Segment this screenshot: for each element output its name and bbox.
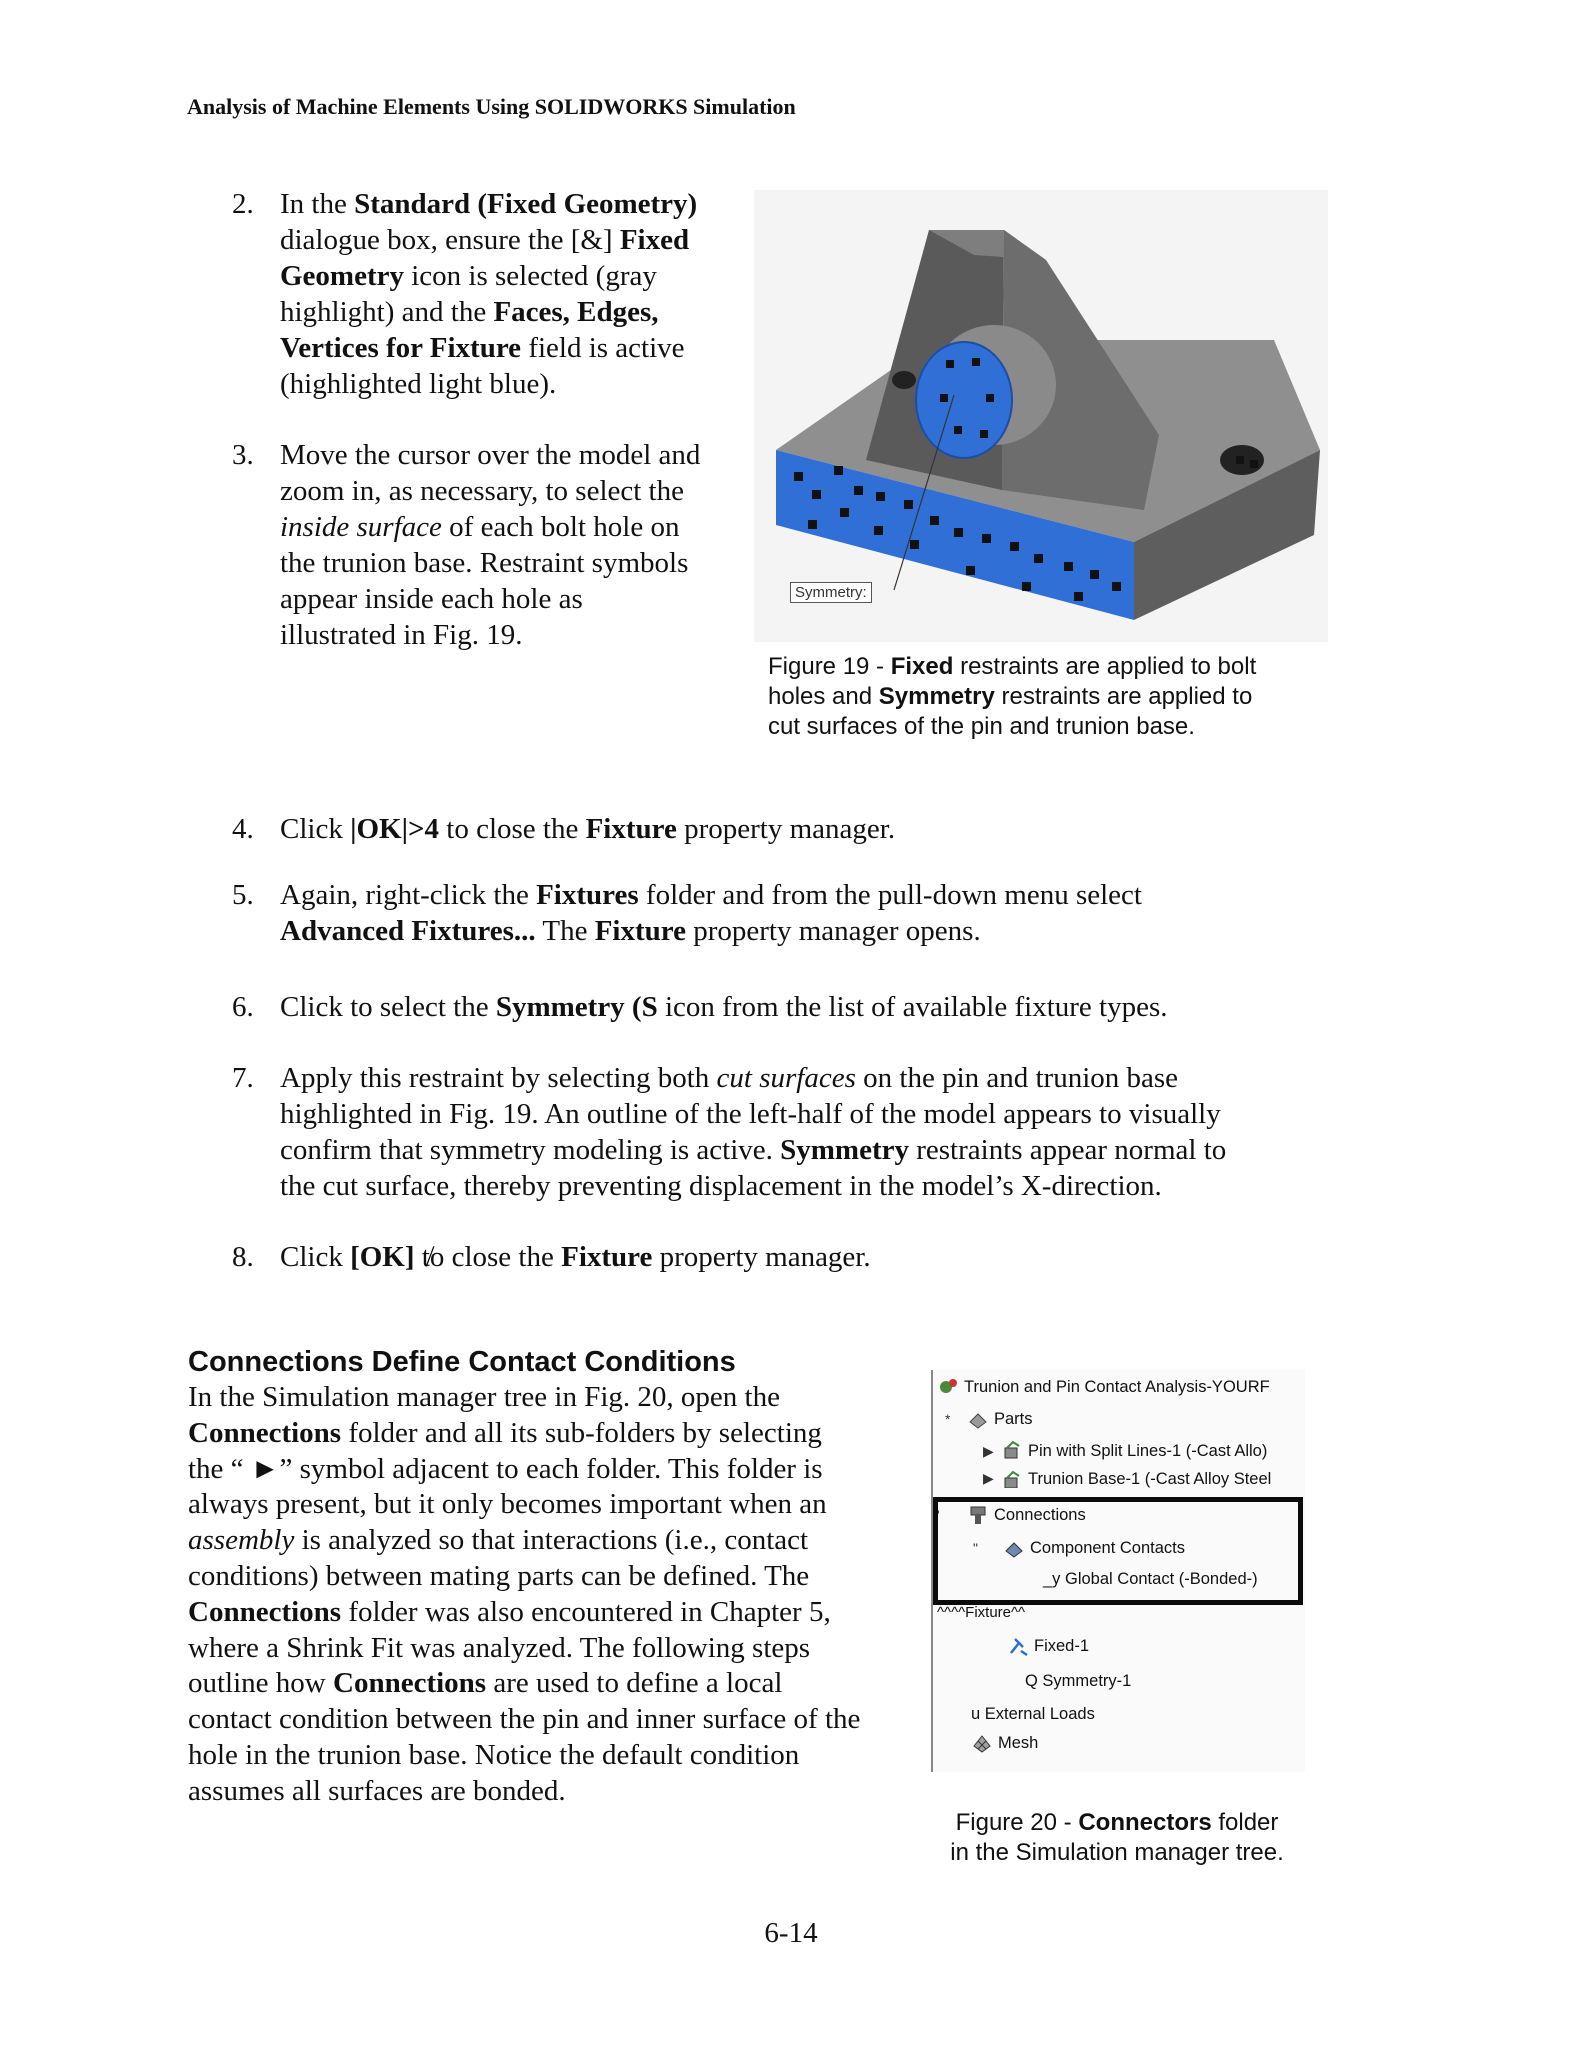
tree-marker: " [973, 1540, 978, 1556]
tree-item-trunion[interactable] [983, 1470, 1271, 1488]
figure-19-model-image [754, 190, 1328, 642]
tree-label: ^^^^Fixture^^ [937, 1604, 1026, 1621]
step-text: property manager opens. [685, 915, 981, 947]
step-text: confirm that symmetry modeling is active. [280, 1134, 781, 1166]
para-text: where a Shrink Fit was analyzed. The following steps [188, 1631, 811, 1664]
tree-label: _y Global Contact (-Bonded-) [1043, 1570, 1258, 1588]
step-bold: Faces, Edges, [493, 296, 659, 328]
figure-19-caption [768, 652, 1328, 742]
step-italic: inside surface [280, 511, 442, 543]
step-text: field is active [521, 332, 685, 364]
tree-item-fixed[interactable] [1007, 1635, 1089, 1657]
para-italic: assembly [188, 1524, 295, 1557]
para-text: folder and all its sub-folders by selecting [341, 1416, 822, 1449]
bolt-hole [892, 371, 916, 389]
step-number: 2. [232, 188, 254, 220]
tree-marker: ' [937, 1507, 940, 1523]
para-bold: Connections [188, 1595, 342, 1628]
step-bold: Symmetry (S [495, 991, 658, 1023]
step-text: folder and from the pull-down menu select [638, 879, 1142, 911]
step-text: t̸o close the [414, 1241, 562, 1273]
tree-label: Pin with Split Lines-1 (-Cast Allo) [1028, 1441, 1268, 1460]
step-bold: Fixture [561, 1241, 653, 1273]
step-number: 8. [232, 1241, 254, 1273]
caption-bold: Symmetry [878, 683, 995, 710]
step-bold: Standard (Fixed Geometry) [354, 188, 698, 220]
tree-item-external-loads[interactable] [971, 1705, 1095, 1724]
para-bold: Connections [188, 1416, 342, 1449]
step-text: Apply this restraint by selecting both [280, 1062, 717, 1094]
step-4 [232, 811, 895, 847]
step-italic: cut surfaces [716, 1062, 856, 1094]
para-text: assumes all surfaces are bonded. [188, 1774, 566, 1807]
caption-text: Figure 19 - [768, 653, 891, 680]
tree-label: Component Contacts [1030, 1538, 1186, 1557]
step-text: In the [280, 188, 355, 220]
step-bold: Fixtures [536, 879, 639, 911]
fixed-restraint-icon [1007, 1635, 1029, 1657]
step-text: Click to select the [280, 991, 496, 1023]
tree-label: Mesh [998, 1733, 1039, 1752]
step-text: Click [280, 1241, 351, 1273]
step-5 [232, 877, 1142, 949]
step-text: Move the cursor over the model and [280, 439, 701, 471]
step-bold: Fixture [585, 813, 677, 845]
step-text: to close the [439, 813, 586, 845]
tree-label: Connections [994, 1505, 1086, 1524]
step-text: dialogue box, ensure the [&] [280, 224, 620, 256]
step-text: (highlighted light blue). [280, 368, 557, 400]
tree-item-pin[interactable] [983, 1440, 1267, 1462]
step-text: Again, right-click the [280, 879, 537, 911]
symmetry-label: Symmetry: [790, 582, 872, 603]
expand-arrow-icon[interactable]: ▶ [983, 1442, 994, 1459]
tree-label: u External Loads [971, 1705, 1095, 1723]
trunion-model-illustration [754, 190, 1328, 642]
step-text: property manager. [652, 1241, 871, 1273]
tree-label: Parts [994, 1409, 1033, 1428]
step-number: 7. [232, 1062, 254, 1094]
step-text: on the pin and trunion base [855, 1062, 1179, 1094]
page-number: 6-14 [764, 1917, 818, 1949]
step-bold: Fixture [594, 915, 686, 947]
tree-label: Trunion and Pin Contact Analysis-YOURF [964, 1377, 1270, 1396]
step-7 [232, 1060, 1226, 1204]
tree-item-parts[interactable] [945, 1408, 1033, 1430]
tree-label: Trunion Base-1 (-Cast Alloy Steel [1028, 1470, 1272, 1488]
study-icon [937, 1376, 959, 1398]
step-text: The [535, 915, 595, 947]
tree-label: Q Symmetry-1 [1025, 1672, 1132, 1690]
step-text: illustrated in Fig. 19. [280, 619, 523, 651]
tree-label: Fixed-1 [1034, 1636, 1090, 1655]
step-bold: [OK] [350, 1241, 415, 1273]
section-heading: Connections Define Contact Conditions [188, 1346, 736, 1378]
part-icon [1001, 1470, 1023, 1488]
step-text: highlight) and the [280, 296, 494, 328]
tree-item-mesh[interactable] [971, 1732, 1038, 1754]
step-2 [232, 186, 697, 402]
caption-text: in the Simulation manager tree. [950, 1839, 1284, 1866]
caption-bold: Fixed [890, 653, 954, 680]
expand-arrow-icon[interactable]: ▶ [983, 1470, 994, 1486]
step-number: 3. [232, 439, 254, 471]
tree-item-fixture[interactable] [937, 1604, 1025, 1621]
caption-text: holes and [768, 683, 879, 710]
para-text: is analyzed so that interactions (i.e., contact [294, 1524, 809, 1557]
pin-cut-face [916, 342, 1012, 458]
step-6 [232, 989, 1168, 1025]
step-text: property manager. [676, 813, 896, 845]
caption-text: restraints are applied to bolt [953, 653, 1257, 680]
tree-marker: * [945, 1411, 951, 1427]
step-text: the trunion base. Restraint symbols [280, 547, 689, 579]
step-text: zoom in, as necessary, to select the [280, 475, 684, 507]
connections-highlight-box [933, 1497, 1303, 1605]
caption-text: restraints are applied to [994, 683, 1253, 710]
part-icon [1001, 1440, 1023, 1462]
para-bold: Connections [333, 1667, 487, 1700]
para-text: In the Simulation manager tree in Fig. 20, open the [188, 1381, 780, 1413]
step-number: 4. [232, 813, 254, 845]
figure-20-caption [931, 1808, 1303, 1868]
step-text: the cut surface, thereby preventing displacement in the model’s X-direction. [280, 1170, 1162, 1202]
tree-item-symmetry[interactable] [1025, 1672, 1131, 1691]
step-bold: Advanced Fixtures... [280, 915, 536, 947]
step-text: appear inside each hole as [280, 583, 583, 615]
caption-text: cut surfaces of the pin and trunion base. [768, 713, 1195, 740]
caption-bold: Connectors [1078, 1809, 1212, 1836]
step-8 [232, 1239, 871, 1275]
mesh-icon [971, 1732, 993, 1754]
caption-text: Figure 20 - [955, 1809, 1079, 1836]
caption-text: folder [1211, 1809, 1279, 1836]
parts-icon [967, 1408, 989, 1430]
step-bold: Fixed [619, 224, 690, 256]
section-paragraph [188, 1380, 923, 1810]
step-text: icon is selected (gray [404, 260, 657, 292]
step-number: 6. [232, 991, 254, 1023]
step-bold: Symmetry [780, 1134, 909, 1166]
para-text: hole in the trunion base. Notice the default condition [188, 1738, 800, 1771]
step-text: Click [280, 813, 351, 845]
para-text: outline how [188, 1667, 333, 1700]
para-text: are used to define a local [486, 1667, 783, 1700]
step-number: 5. [232, 879, 254, 911]
step-bold: Vertices for Fixture [280, 332, 522, 364]
para-text: contact condition between the pin and inner surface of the [188, 1703, 861, 1736]
para-text: conditions) between mating parts can be defined. The [188, 1559, 810, 1592]
step-bold: Geometry [280, 260, 404, 292]
step-text: highlighted in Fig. 19. An outline of the left-half of the model appears to visually [280, 1098, 1221, 1130]
step-text: of each bolt hole on [441, 511, 680, 543]
para-text: folder was also encountered in Chapter 5, [341, 1595, 831, 1628]
step-text: icon from the list of available fixture types. [657, 991, 1168, 1023]
step-3 [232, 437, 700, 653]
para-text: always present, but it only becomes important when an [188, 1488, 827, 1521]
running-head: Analysis of Machine Elements Using SOLIDWORKS Simulation [187, 94, 796, 119]
para-text: the “ ►” symbol adjacent to each folder. This folder is [188, 1452, 823, 1485]
step-bold: |OK|>4 [350, 813, 440, 845]
tree-root[interactable] [937, 1376, 1270, 1398]
step-text: restraints appear normal to [908, 1134, 1227, 1166]
